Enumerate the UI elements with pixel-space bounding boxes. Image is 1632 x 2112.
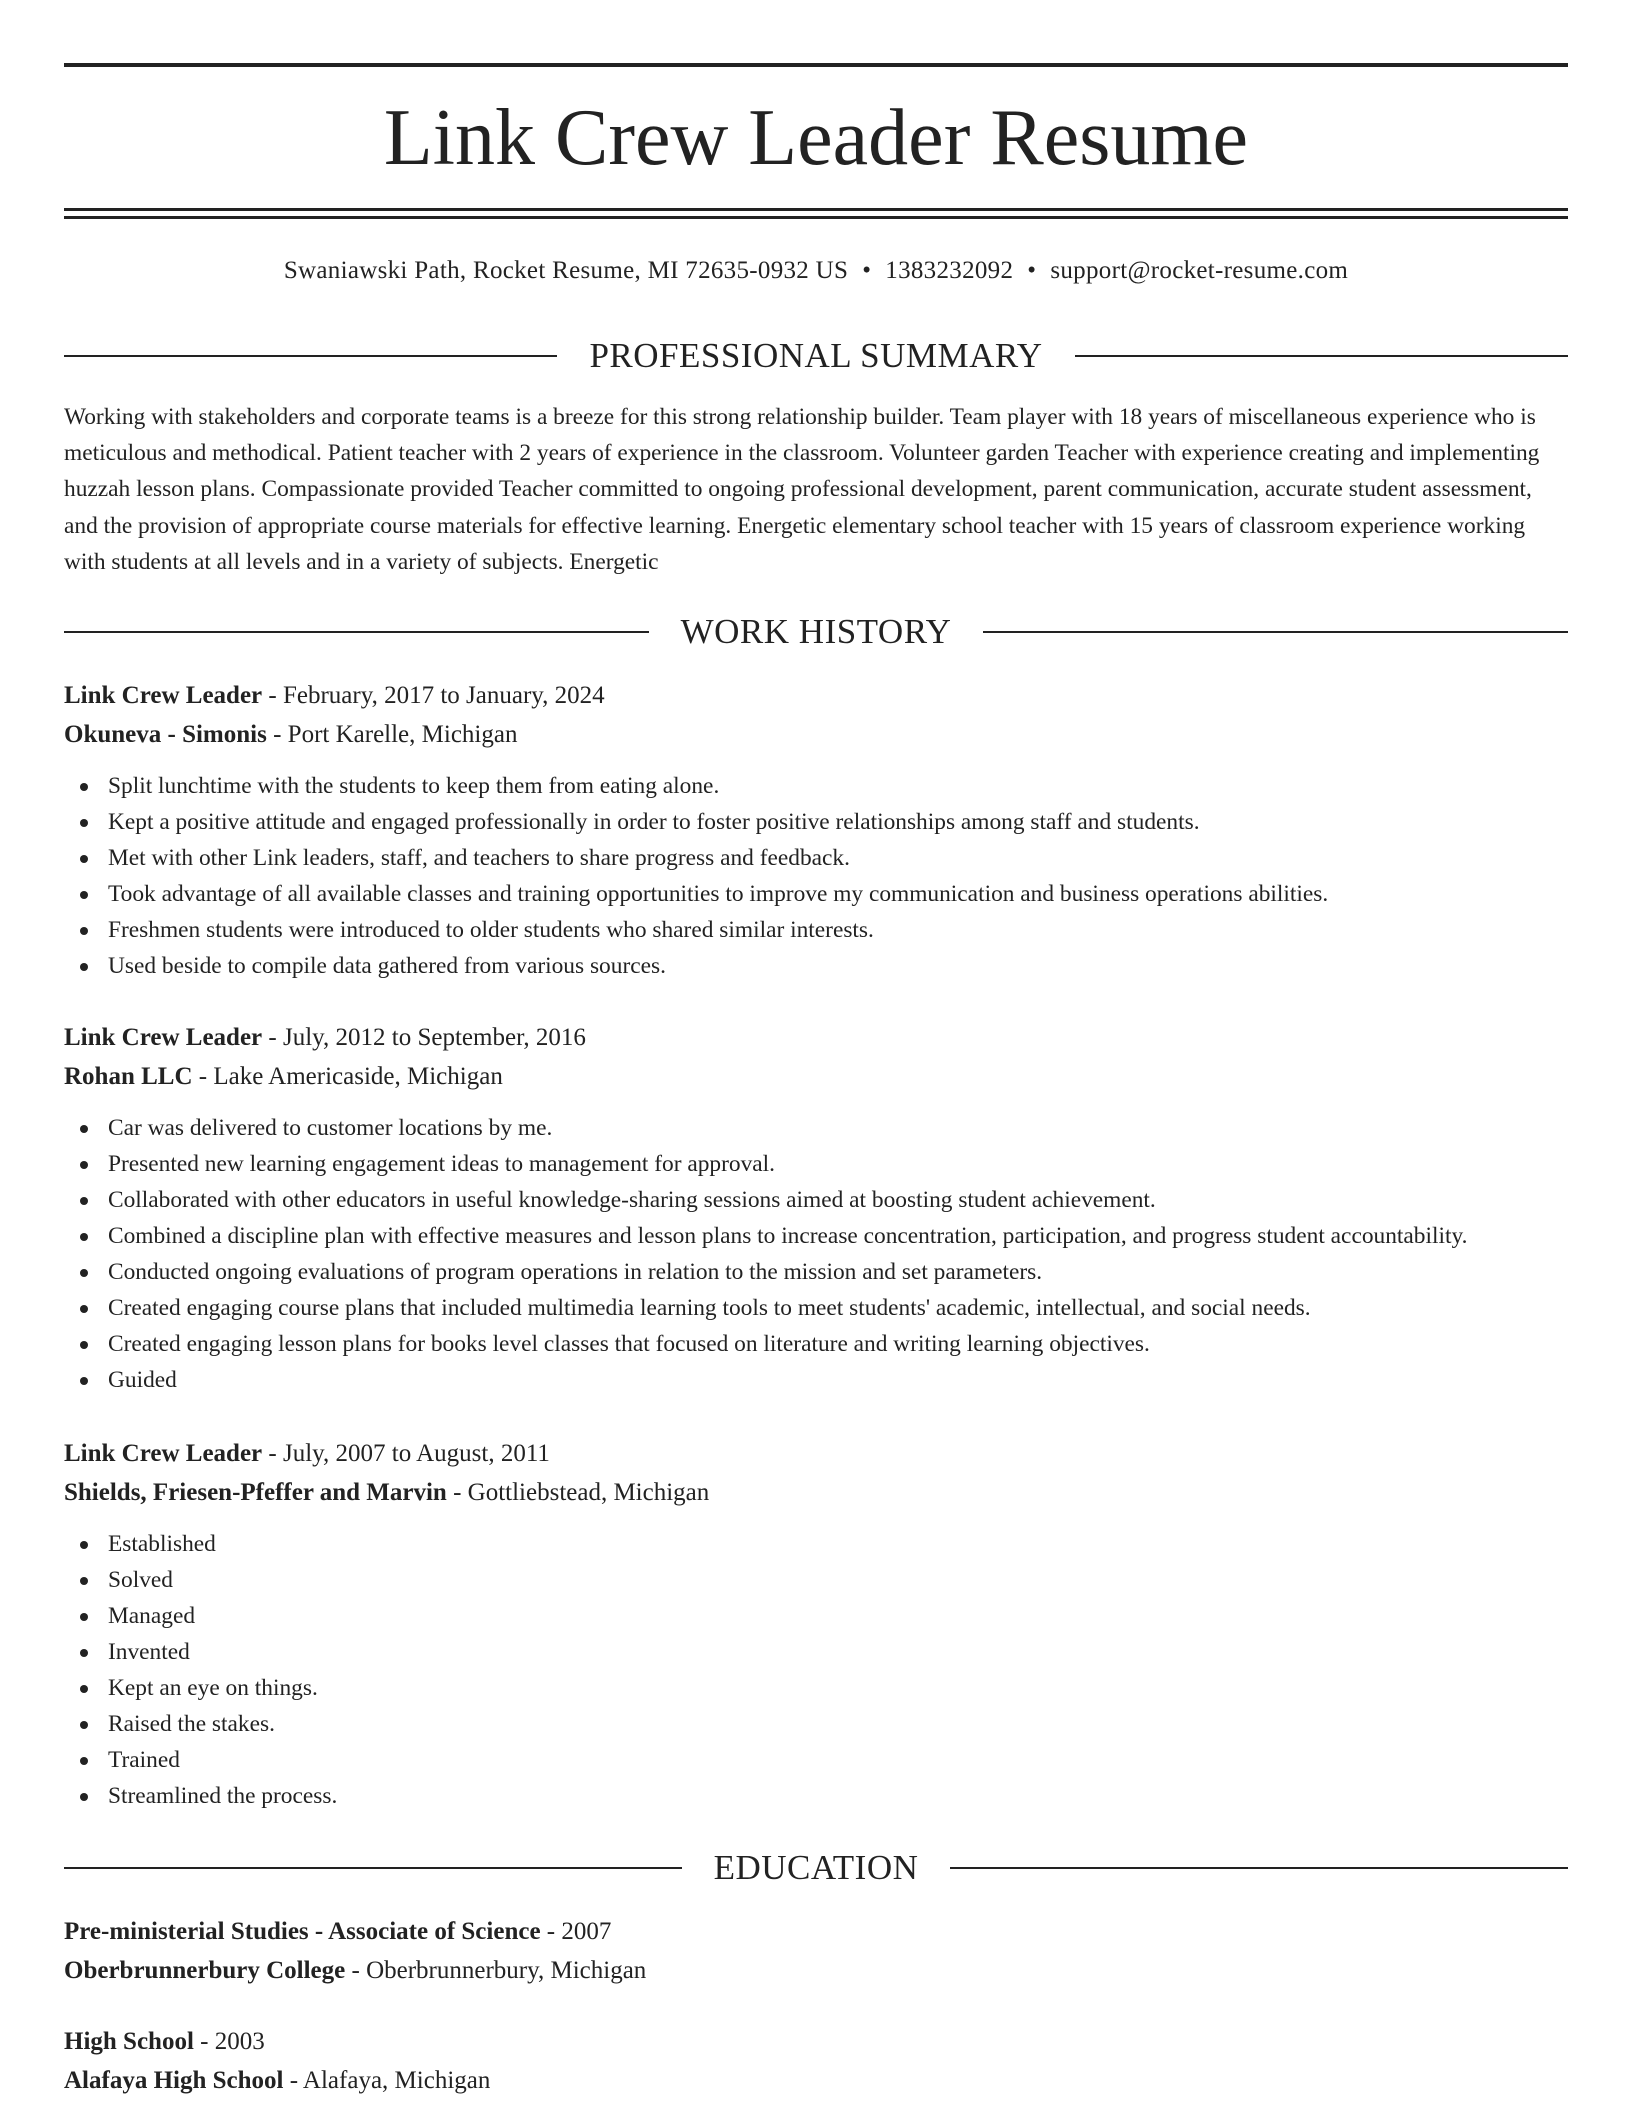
list-item-text: Conducted ongoing evaluations of program operations in relation to the mission and set parameters.	[108, 1259, 1043, 1285]
bullet-dot	[80, 1269, 88, 1277]
bullet-dot	[80, 1341, 88, 1349]
section-heading-work-history	[64, 610, 1568, 654]
list-item-text: Car was delivered to customer locations by me.	[108, 1115, 553, 1141]
contact-separator: •	[1027, 257, 1037, 284]
list-item-text: Split lunchtime with the students to keep them from eating alone.	[108, 773, 720, 799]
list-item	[64, 1290, 1568, 1326]
bullet-dot	[80, 963, 88, 971]
education-entry	[64, 1912, 1568, 1990]
list-item	[64, 1634, 1568, 1670]
list-item-text: Presented new learning engagement ideas to management for approval.	[108, 1151, 776, 1177]
job-bullet-list	[64, 1110, 1568, 1398]
education-school: Oberbrunnerbury College	[64, 1957, 346, 1984]
job-company-line	[64, 715, 1568, 754]
education-entry	[64, 2022, 1568, 2100]
list-item-text: Combined a discipline plan with effective measures and lesson plans to increase concentration, participation, and progress student accountability.	[108, 1223, 1468, 1249]
list-item	[64, 1254, 1568, 1290]
section-title: EDUCATION	[713, 1848, 919, 1887]
heading-rule-left	[64, 1867, 682, 1869]
page-title: Link Crew Leader Resume	[383, 94, 1249, 182]
education-location: - Oberbrunnerbury, Michigan	[345, 1957, 647, 1984]
list-item-text: Trained	[108, 1747, 180, 1773]
list-item	[64, 1742, 1568, 1778]
job-company-line	[64, 1473, 1568, 1512]
header-double-rule-upper	[64, 208, 1568, 211]
list-item	[64, 1218, 1568, 1254]
list-item-text: Took advantage of all available classes and training opportunities to improve my communication and business operations abilities.	[108, 881, 1329, 907]
header-top-rule	[64, 63, 1568, 67]
job-title: Link Crew Leader	[64, 682, 263, 709]
list-item	[64, 1146, 1568, 1182]
education-degree: Pre-ministerial Studies - Associate of Science	[64, 1918, 541, 1945]
bullet-dot	[80, 1233, 88, 1241]
section-heading-education	[64, 1846, 1568, 1890]
bullet-dot	[80, 1305, 88, 1313]
list-item-text: Freshmen students were introduced to older students who shared similar interests.	[108, 917, 874, 943]
list-item-text: Created engaging lesson plans for books level classes that focused on literature and writing learning objectives.	[108, 1331, 1150, 1357]
bullet-dot	[80, 1377, 88, 1385]
heading-rule-left	[64, 355, 557, 357]
bullet-dot	[80, 1793, 88, 1801]
bullet-dot	[80, 1685, 88, 1693]
education-year: - 2007	[540, 1918, 612, 1945]
job-company-line	[64, 1057, 1568, 1096]
header-double-rule-lower	[64, 216, 1568, 219]
job-entry	[64, 1434, 1568, 1814]
job-title: Link Crew Leader	[64, 1440, 263, 1467]
section-title: PROFESSIONAL SUMMARY	[589, 336, 1043, 375]
job-dates: - February, 2017 to January, 2024	[262, 682, 605, 709]
bullet-dot	[80, 1757, 88, 1765]
contact-phone: 1383232092	[885, 257, 1014, 284]
bullet-dot	[80, 1197, 88, 1205]
list-item-text: Created engaging course plans that included multimedia learning tools to meet students' academic, intellectual, and social needs.	[108, 1295, 1311, 1321]
education-location: - Alafaya, Michigan	[283, 2067, 491, 2094]
job-company: Shields, Friesen-Pfeffer and Marvin	[64, 1479, 447, 1506]
bullet-dot	[80, 1125, 88, 1133]
job-location: - Port Karelle, Michigan	[266, 721, 518, 748]
bullet-dot	[80, 1161, 88, 1169]
list-item	[64, 804, 1568, 840]
list-item-text: Managed	[108, 1603, 196, 1629]
job-title-line	[64, 1434, 1568, 1473]
list-item	[64, 1182, 1568, 1218]
list-item	[64, 1110, 1568, 1146]
list-item	[64, 1670, 1568, 1706]
list-item	[64, 912, 1568, 948]
job-company: Rohan LLC	[64, 1063, 193, 1090]
summary-text: Working with stakeholders and corporate teams is a breeze for this strong relationship builder. Team player with 18 years of miscellaneous experience who is meticulous and methodical. Patient teacher with 2 years of experience in the classroom. Volunteer garden Teacher with experience creating and implementing huzzah lesson plans. Compassionate provided Teacher committed to ongoing professional development, parent communication, accurate student assessment, and the provision of appropriate course materials for effective learning. Energetic elementary school teacher with 15 years of classroom experience working with students at all levels and in a variety of subjects. Energetic	[64, 404, 1540, 575]
heading-rule-right	[983, 631, 1568, 633]
section-heading-summary	[64, 334, 1568, 378]
bullet-dot	[80, 783, 88, 791]
job-location: - Lake Americaside, Michigan	[192, 1063, 503, 1090]
bullet-dot	[80, 1649, 88, 1657]
list-item	[64, 1362, 1568, 1398]
list-item-text: Kept a positive attitude and engaged professionally in order to foster positive relationships among staff and students.	[108, 809, 1200, 835]
education-degree-line	[64, 1912, 1568, 1951]
education-year: - 2003	[193, 2028, 265, 2055]
bullet-dot	[80, 891, 88, 899]
education-school-line	[64, 2061, 1568, 2100]
contact-line	[64, 254, 1568, 288]
list-item-text: Raised the stakes.	[108, 1711, 275, 1737]
bullet-dot	[80, 819, 88, 827]
job-dates: - July, 2007 to August, 2011	[262, 1440, 550, 1467]
bullet-dot	[80, 1721, 88, 1729]
list-item	[64, 1526, 1568, 1562]
education-degree-line	[64, 2022, 1568, 2061]
list-item-text: Invented	[108, 1639, 190, 1665]
heading-rule-right	[950, 1867, 1568, 1869]
job-dates: - July, 2012 to September, 2016	[262, 1024, 586, 1051]
section-title: WORK HISTORY	[680, 612, 952, 651]
list-item	[64, 1326, 1568, 1362]
job-entry	[64, 1018, 1568, 1398]
list-item-text: Streamlined the process.	[108, 1783, 338, 1809]
list-item	[64, 948, 1568, 984]
bullet-dot	[80, 1577, 88, 1585]
bullet-dot	[80, 855, 88, 863]
job-location: - Gottliebstead, Michigan	[446, 1479, 710, 1506]
job-company: Okuneva - Simonis	[64, 721, 267, 748]
job-title-line	[64, 676, 1568, 715]
list-item-text: Guided	[108, 1367, 177, 1393]
list-item	[64, 768, 1568, 804]
contact-address: Swaniawski Path, Rocket Resume, MI 72635-0932 US	[283, 257, 849, 284]
list-item-text: Met with other Link leaders, staff, and teachers to share progress and feedback.	[108, 845, 850, 871]
education-school-line	[64, 1951, 1568, 1990]
education-degree: High School	[64, 2028, 194, 2055]
list-item	[64, 840, 1568, 876]
list-item	[64, 1562, 1568, 1598]
contact-email: support@rocket-resume.com	[1050, 257, 1349, 284]
list-item	[64, 876, 1568, 912]
heading-rule-left	[64, 631, 649, 633]
job-bullet-list	[64, 1526, 1568, 1814]
bullet-dot	[80, 1541, 88, 1549]
bullet-dot	[80, 927, 88, 935]
heading-rule-right	[1075, 355, 1568, 357]
list-item-text: Used beside to compile data gathered from various sources.	[108, 953, 666, 979]
job-title: Link Crew Leader	[64, 1024, 263, 1051]
list-item-text: Established	[108, 1531, 216, 1557]
bullet-dot	[80, 1613, 88, 1621]
job-bullet-list	[64, 768, 1568, 984]
list-item	[64, 1598, 1568, 1634]
job-entry	[64, 676, 1568, 984]
list-item	[64, 1778, 1568, 1814]
list-item	[64, 1706, 1568, 1742]
list-item-text: Solved	[108, 1567, 173, 1593]
job-title-line	[64, 1018, 1568, 1057]
education-school: Alafaya High School	[64, 2067, 284, 2094]
list-item-text: Collaborated with other educators in useful knowledge-sharing sessions aimed at boosting student achievement.	[108, 1187, 1156, 1213]
list-item-text: Kept an eye on things.	[108, 1675, 318, 1701]
contact-separator: •	[862, 257, 872, 284]
